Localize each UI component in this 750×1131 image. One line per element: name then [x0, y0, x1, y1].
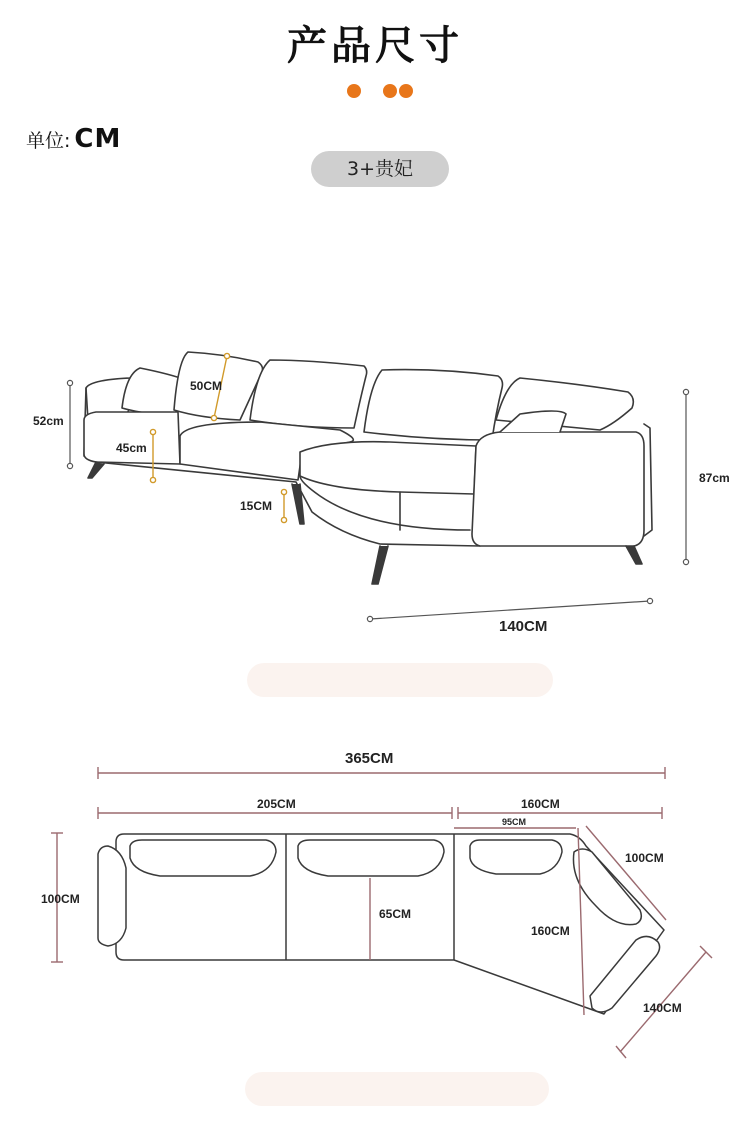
seat-depth-label: 65CM [379, 907, 412, 921]
unit-value: CM [74, 124, 122, 154]
back-height-label: 50CM [190, 379, 223, 393]
model-badge: 3+贵妃 [311, 151, 449, 187]
arm-height-label: 52cm [33, 414, 64, 428]
main-length-label: 205CM [257, 797, 296, 811]
seat-height-label: 45cm [116, 441, 147, 455]
page-title: 产品尺寸 [287, 23, 463, 69]
chaise-long-label: 160CM [531, 924, 570, 938]
leg-height-label: 15CM [240, 499, 273, 513]
chaise-width-top-label: 140CM [643, 1001, 682, 1015]
chaise-length-label: 160CM [521, 797, 560, 811]
depth-label: 100CM [41, 892, 80, 906]
chaise-inner-label: 95CM [502, 817, 527, 827]
chaise-width-label: 140CM [499, 618, 548, 635]
unit-caption: 单位: [26, 130, 71, 152]
chaise-diag-depth-label: 100CM [625, 851, 664, 865]
total-length-label: 365CM [345, 750, 394, 767]
total-height-label: 87cm [699, 471, 730, 485]
